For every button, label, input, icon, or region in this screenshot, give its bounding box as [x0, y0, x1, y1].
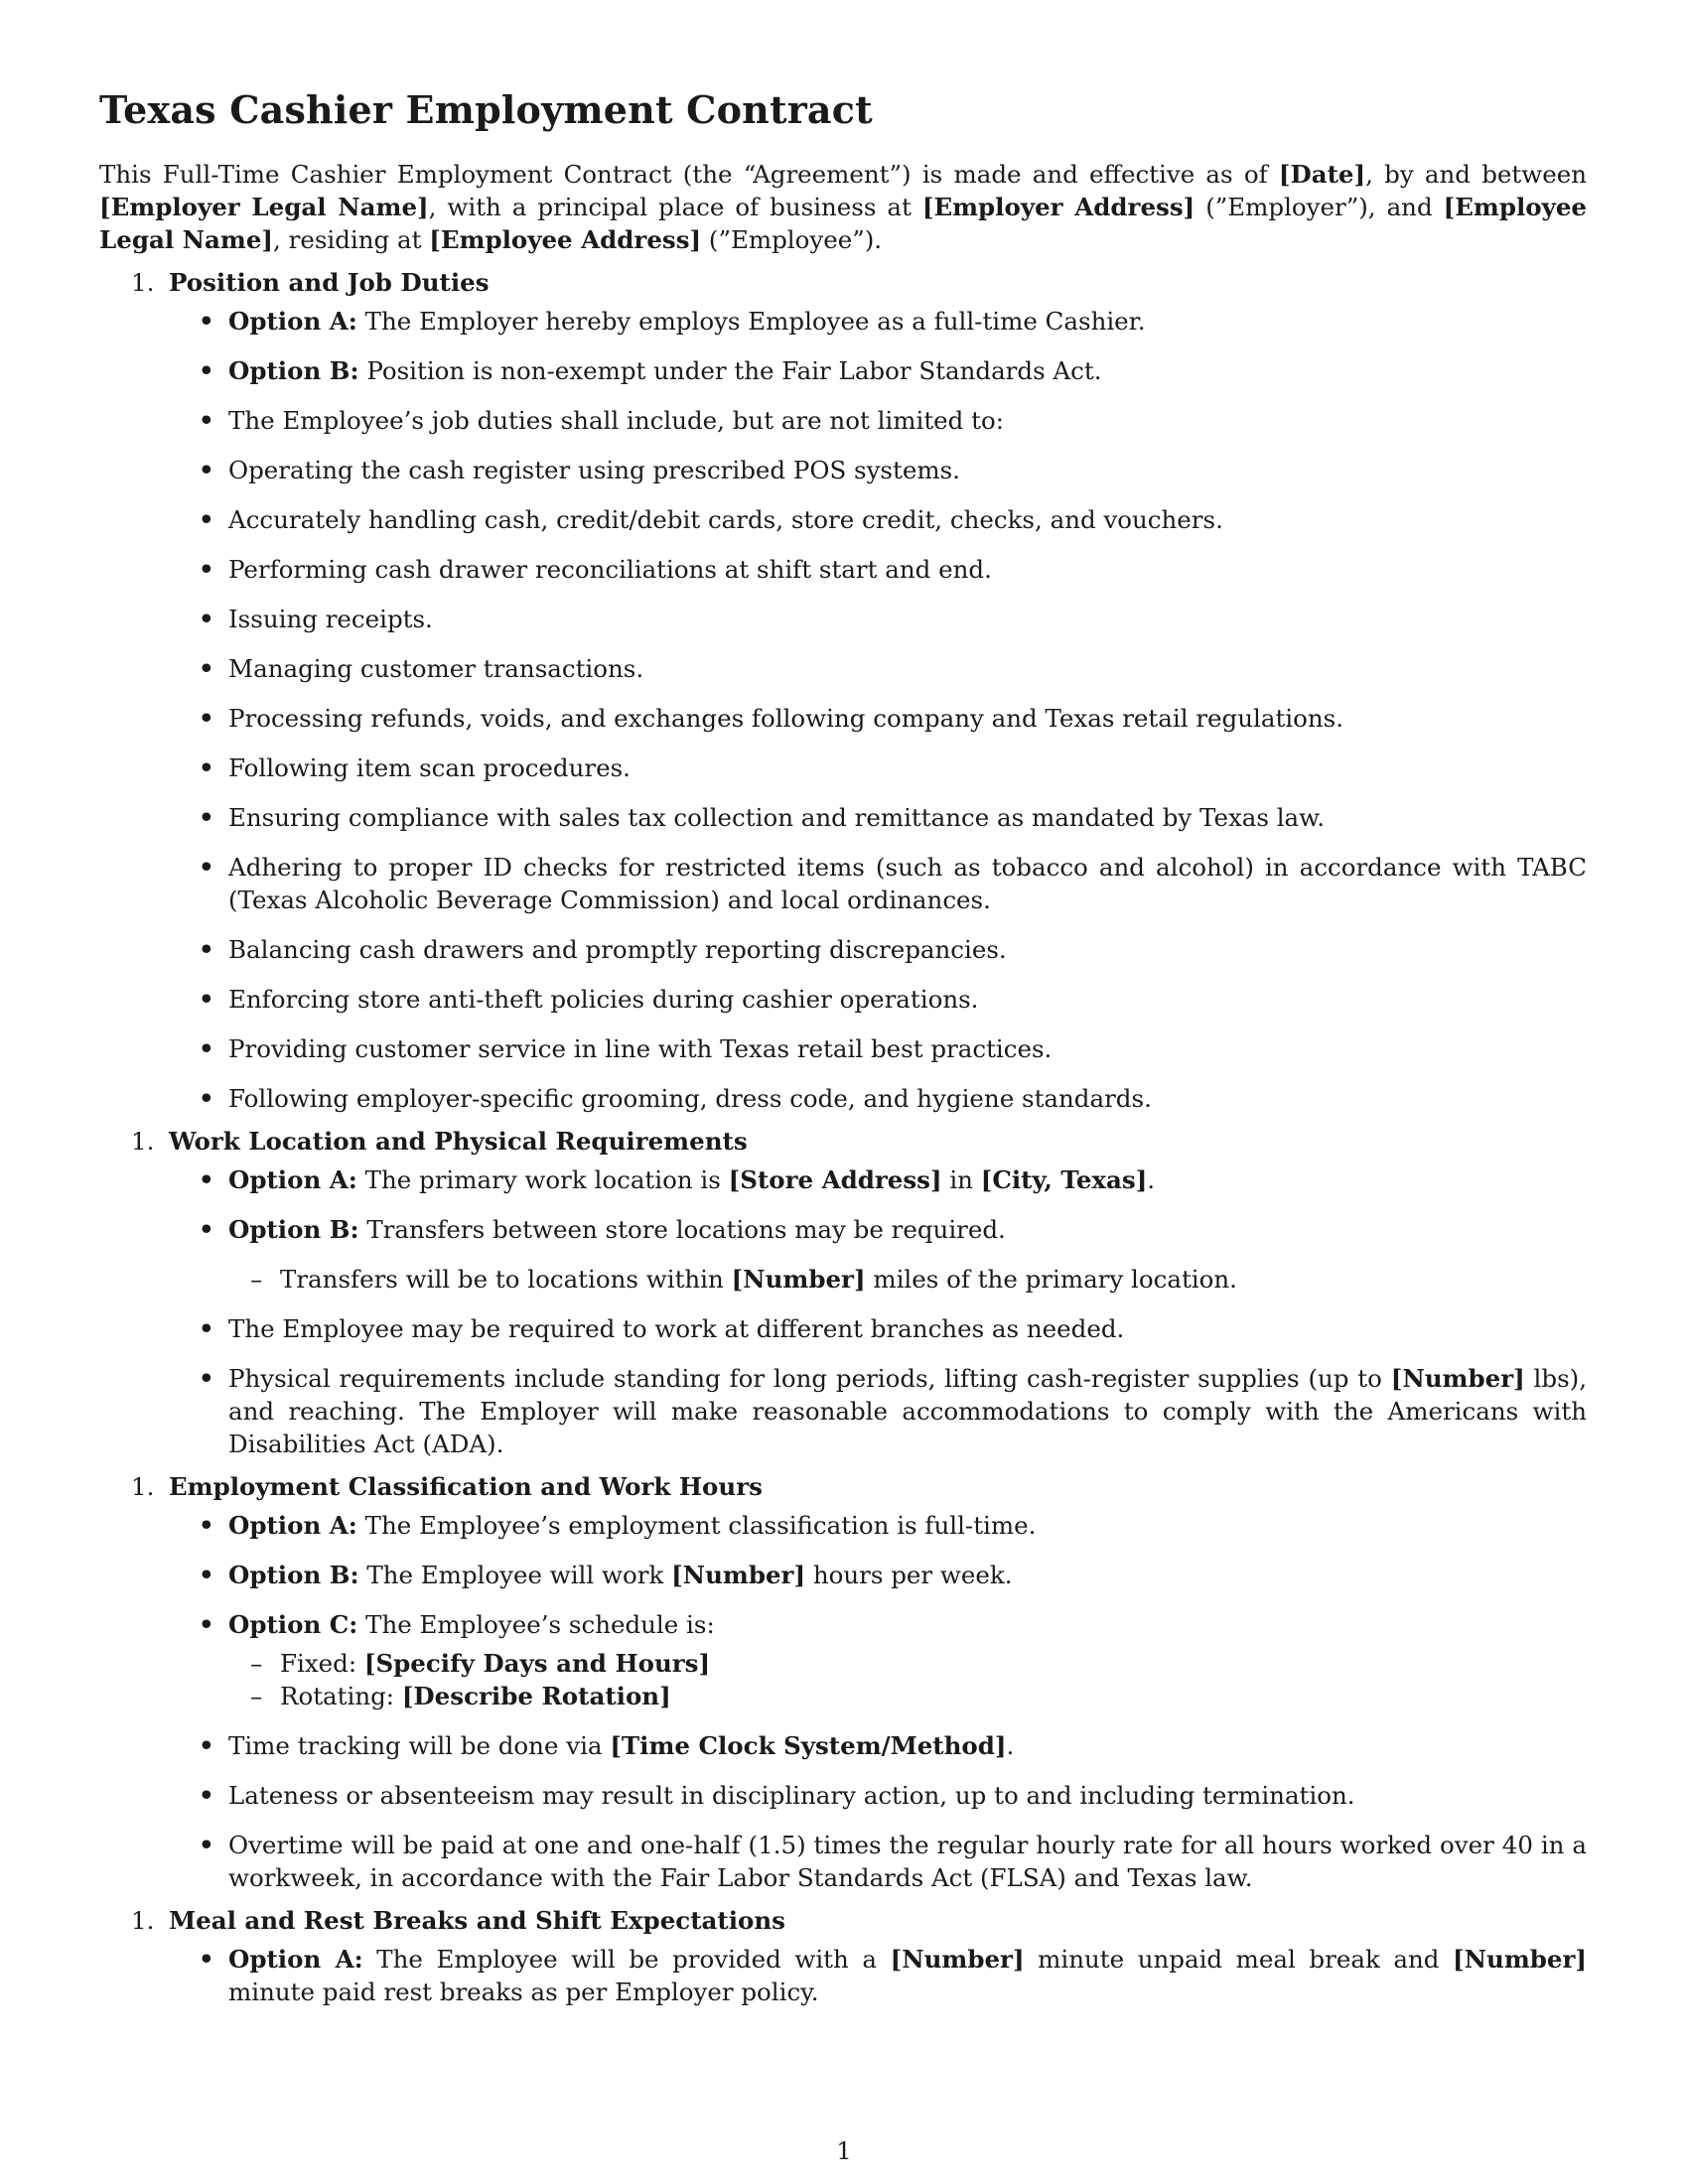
- placeholder-days-hours: [Specify Days and Hours]: [363, 1649, 711, 1678]
- list-item-text: Physical requirements include standing for long periods, lifting cash-register supplies (up to: [228, 1364, 1391, 1393]
- document-title: Texas Cashier Employment Contract: [99, 87, 873, 132]
- list-item: [99, 1729, 1587, 1762]
- list-item-text: lbs), and reaching. The Employer will make reasonable accommodations to comply with the Americans with Disabilities Act (ADA).: [228, 1364, 1587, 1458]
- section-heading-position: [99, 266, 1587, 299]
- page-number: 1: [836, 2136, 852, 2165]
- intro-text: , by and between: [1365, 160, 1587, 189]
- list-item-text: Operating the cash register using prescribed POS systems.: [228, 456, 960, 484]
- list-item-text: in: [941, 1165, 981, 1194]
- bullet-icon: •: [199, 1314, 214, 1343]
- list-item-text: Fixed:: [280, 1649, 364, 1678]
- list-item: [99, 652, 1587, 685]
- list-item-text: Lateness or absenteeism may result in disciplinary action, up to and including termination.: [228, 1781, 1355, 1810]
- option-label: Option A:: [228, 1511, 357, 1540]
- section-title: Meal and Rest Breaks and Shift Expectations: [169, 1906, 785, 1935]
- section-number: 1.: [131, 1906, 155, 1935]
- placeholder-employer-address: [Employer Address]: [921, 193, 1196, 221]
- list-item-text: minute paid rest breaks as per Employer policy.: [228, 1978, 819, 2006]
- option-label: Option A:: [228, 307, 357, 336]
- bullet-icon: •: [199, 1165, 214, 1194]
- dash-icon: –: [250, 1265, 263, 1294]
- list-item: [99, 1213, 1587, 1246]
- intro-text: , with a principal place of business at: [428, 193, 922, 221]
- list-item: [99, 603, 1587, 635]
- option-label: Option A:: [228, 1165, 357, 1194]
- list-item-text: miles of the primary location.: [865, 1265, 1237, 1294]
- bullet-icon: •: [199, 356, 214, 385]
- bullet-icon: •: [199, 1561, 214, 1589]
- list-item: [99, 1312, 1587, 1345]
- list-item: [99, 702, 1587, 735]
- list-item-text: The Employee will be provided with a: [362, 1945, 891, 1974]
- bullet-icon: •: [199, 1610, 214, 1639]
- section-heading-work-location: [99, 1125, 1587, 1158]
- bullet-icon: •: [199, 555, 214, 584]
- contract-page: [99, 87, 1587, 2016]
- list-item: [99, 983, 1587, 1016]
- list-item: [99, 1608, 1587, 1641]
- section-list-classification-cont: [99, 1729, 1587, 1894]
- list-item-text: The primary work location is: [356, 1165, 729, 1194]
- intro-text: (”Employer”), and: [1195, 193, 1444, 221]
- bullet-icon: •: [199, 1831, 214, 1859]
- bullet-icon: •: [199, 1781, 214, 1810]
- section-heading-breaks: [99, 1904, 1587, 1937]
- dash-icon: –: [250, 1682, 263, 1710]
- list-item-text: hours per week.: [805, 1561, 1013, 1589]
- list-item: [99, 1779, 1587, 1812]
- list-item: [99, 1163, 1587, 1196]
- section-title: Employment Classification and Work Hours: [169, 1472, 763, 1501]
- section-title: Position and Job Duties: [169, 268, 490, 297]
- list-item: [99, 1032, 1587, 1065]
- bullet-icon: •: [199, 853, 214, 882]
- list-item: [99, 801, 1587, 834]
- section-list-breaks: [99, 1943, 1587, 2008]
- intro-paragraph: [99, 158, 1587, 256]
- list-item-text: The Employer hereby employs Employee as a full-time Cashier.: [356, 307, 1146, 336]
- list-item-text: .: [1006, 1731, 1015, 1760]
- sub-list-transfers: [99, 1263, 1587, 1296]
- placeholder-number: [Number]: [1390, 1364, 1525, 1393]
- list-item: [99, 933, 1587, 966]
- list-item-text: Ensuring compliance with sales tax collection and remittance as mandated by Texas law.: [228, 803, 1326, 832]
- intro-text: This Full-Time Cashier Employment Contract (the “Agreement”) is made and effective as of: [99, 160, 1279, 189]
- list-item: [99, 553, 1587, 586]
- list-item-text: Adhering to proper ID checks for restricted items (such as tobacco and alcohol) in accordance with TABC (Texas Alcoholic Beverage Commission) and local ordinances.: [228, 853, 1587, 914]
- list-item-text: minute unpaid meal break and: [1024, 1945, 1454, 1974]
- bullet-icon: •: [199, 1364, 214, 1393]
- section-list-classification: [99, 1509, 1587, 1641]
- list-item-text: The Employee will work: [358, 1561, 672, 1589]
- placeholder-employer-name: [Employer Legal Name]: [99, 193, 429, 221]
- bullet-icon: •: [199, 605, 214, 633]
- list-item: [99, 1082, 1587, 1115]
- sub-list-item: [99, 1647, 1587, 1680]
- option-label: Option B:: [228, 356, 359, 385]
- list-item-text: Following item scan procedures.: [228, 753, 631, 782]
- bullet-icon: •: [199, 1034, 214, 1063]
- bullet-icon: •: [199, 505, 214, 534]
- list-item: [99, 1509, 1587, 1542]
- bullet-icon: •: [199, 1215, 214, 1244]
- intro-text: (”Employee”).: [701, 225, 883, 254]
- bullet-icon: •: [199, 654, 214, 683]
- sub-list-item: [99, 1680, 1587, 1712]
- bullet-icon: •: [199, 1731, 214, 1760]
- list-item-text: Transfers will be to locations within: [280, 1265, 732, 1294]
- list-item: [99, 1943, 1587, 2008]
- placeholder-employee-name: [Employee Legal Name]: [99, 193, 1588, 254]
- list-item-text: Accurately handling cash, credit/debit cards, store credit, checks, and vouchers.: [228, 505, 1223, 534]
- list-item: [99, 1829, 1587, 1894]
- section-number: 1.: [131, 1127, 155, 1156]
- section-list-work-location-cont: [99, 1312, 1587, 1460]
- bullet-icon: •: [199, 985, 214, 1014]
- list-item: [99, 1559, 1587, 1591]
- list-item-text: Overtime will be paid at one and one-half (1.5) times the regular hourly rate for all hours worked over 40 in a workweek, in accordance with the Fair Labor Standards Act (FLSA) and Texas law.: [228, 1831, 1587, 1892]
- section-list-work-location: [99, 1163, 1587, 1246]
- section-title: Work Location and Physical Requirements: [169, 1127, 748, 1156]
- option-label: Option B:: [228, 1561, 359, 1589]
- list-item: [99, 305, 1587, 338]
- placeholder-number: [Number]: [1453, 1945, 1587, 1974]
- placeholder-store-address: [Store Address]: [728, 1165, 942, 1194]
- list-item-text: The Employee’s employment classification is full-time.: [356, 1511, 1037, 1540]
- placeholder-rotation: [Describe Rotation]: [401, 1682, 671, 1710]
- list-item-text: .: [1147, 1165, 1156, 1194]
- option-label: Option C:: [228, 1610, 358, 1639]
- placeholder-employee-address: [Employee Address]: [429, 225, 702, 254]
- list-item-text: Time tracking will be done via: [228, 1731, 611, 1760]
- bullet-icon: •: [199, 704, 214, 733]
- bullet-icon: •: [199, 753, 214, 782]
- section-list-position: [99, 305, 1587, 1115]
- placeholder-date: [Date]: [1278, 160, 1366, 189]
- sub-list-schedule: [99, 1647, 1587, 1712]
- list-item: [99, 404, 1587, 437]
- list-item: [99, 503, 1587, 536]
- list-item-text: Providing customer service in line with Texas retail best practices.: [228, 1034, 1053, 1063]
- list-item: [99, 454, 1587, 486]
- dash-icon: –: [250, 1649, 263, 1678]
- list-item-text: Performing cash drawer reconciliations at shift start and end.: [228, 555, 992, 584]
- section-number: 1.: [131, 268, 155, 297]
- list-item-text: The Employee may be required to work at different branches as needed.: [228, 1314, 1125, 1343]
- list-item: [99, 751, 1587, 784]
- list-item-text: Following employer-specific grooming, dress code, and hygiene standards.: [228, 1084, 1152, 1113]
- list-item-text: Rotating:: [280, 1682, 402, 1710]
- list-item-text: Issuing receipts.: [228, 605, 433, 633]
- list-item-text: Position is non-exempt under the Fair Labor Standards Act.: [358, 356, 1102, 385]
- placeholder-city: [City, Texas]: [980, 1165, 1148, 1194]
- list-item-text: Processing refunds, voids, and exchanges following company and Texas retail regulations.: [228, 704, 1344, 733]
- list-item-text: Managing customer transactions.: [228, 654, 644, 683]
- list-item-text: The Employee’s job duties shall include, but are not limited to:: [228, 406, 1004, 435]
- section-number: 1.: [131, 1472, 155, 1501]
- placeholder-number: [Number]: [671, 1561, 806, 1589]
- sub-list-item: [99, 1263, 1587, 1296]
- section-heading-classification: [99, 1470, 1587, 1503]
- bullet-icon: •: [199, 307, 214, 336]
- bullet-icon: •: [199, 1084, 214, 1113]
- intro-text: , residing at: [273, 225, 430, 254]
- bullet-icon: •: [199, 1511, 214, 1540]
- option-label: Option B:: [228, 1215, 359, 1244]
- list-item-text: The Employee’s schedule is:: [357, 1610, 715, 1639]
- bullet-icon: •: [199, 1945, 214, 1974]
- bullet-icon: •: [199, 406, 214, 435]
- list-item-text: Balancing cash drawers and promptly reporting discrepancies.: [228, 935, 1007, 964]
- list-item: [99, 354, 1587, 387]
- option-label: Option A:: [228, 1945, 363, 1974]
- list-item-text: Enforcing store anti-theft policies during cashier operations.: [228, 985, 979, 1014]
- list-item: [99, 851, 1587, 916]
- placeholder-time-clock: [Time Clock System/Method]: [610, 1731, 1007, 1760]
- placeholder-number: [Number]: [731, 1265, 866, 1294]
- placeholder-number: [Number]: [890, 1945, 1025, 1974]
- bullet-icon: •: [199, 935, 214, 964]
- list-item-text: Transfers between store locations may be required.: [358, 1215, 1006, 1244]
- list-item: [99, 1362, 1587, 1460]
- bullet-icon: •: [199, 803, 214, 832]
- bullet-icon: •: [199, 456, 214, 484]
